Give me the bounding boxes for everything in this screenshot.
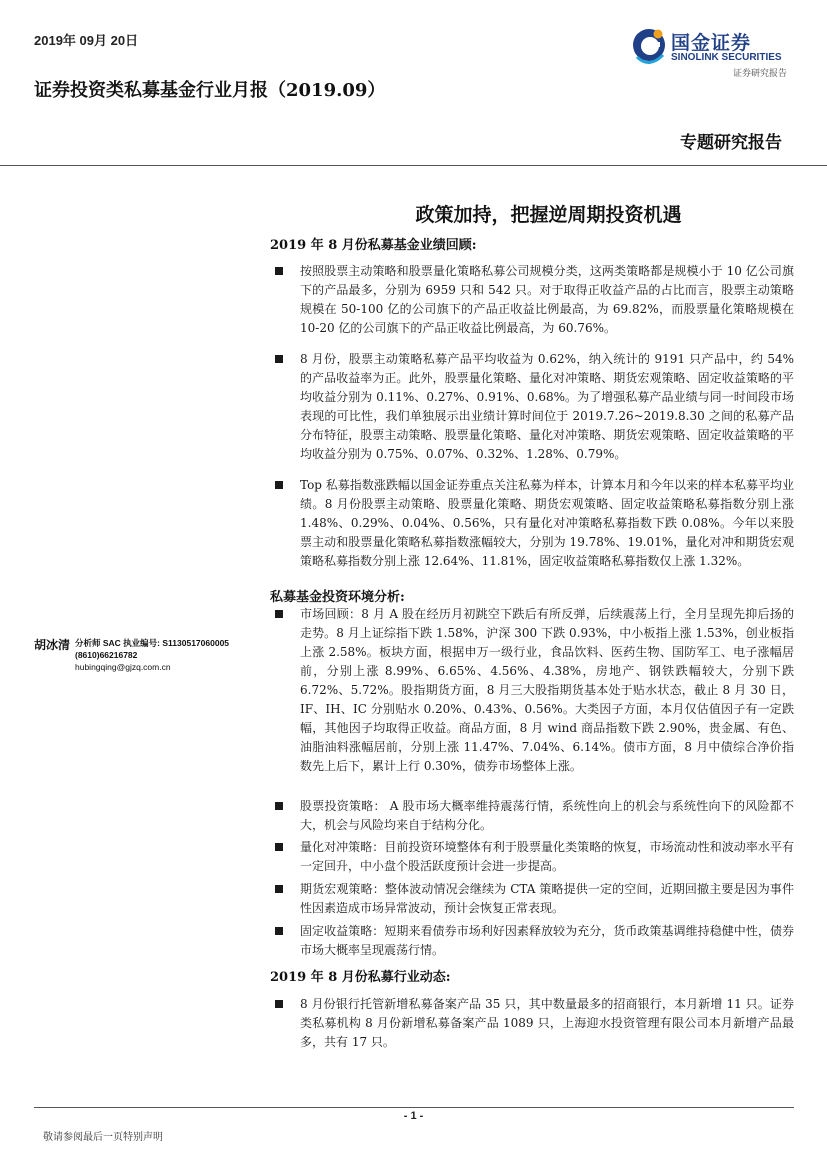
bullet-square-icon [275, 1000, 283, 1008]
author-email[interactable]: hubingqing@gjzq.com.cn [75, 662, 171, 672]
report-date: 2019年 09月 20日 [34, 33, 139, 48]
logo-chinese-name: 国金证券 [671, 32, 752, 54]
bullet-square-icon [275, 267, 283, 275]
bullet-square-icon [275, 481, 283, 489]
bullet-square-icon [275, 843, 283, 851]
bullet-text: 量化对冲策略：目前投资环境整体有利于股票量化类策略的恢复，市场流动性和波动率水平有一定回升，中小盘个股活跃度预计会进一步提高。 [300, 840, 794, 873]
report-category-label: 证券研究报告 [732, 69, 787, 79]
bullet-square-icon [275, 610, 283, 618]
section-heading-industry-news: 2019 年 8 月份私募行业动态: [270, 970, 451, 985]
bullet-text: 期货宏观策略：整体波动情况会继续为 CTA 策略提供一定的空间，近期回撤主要是因为事件性因素造成市场异常波动，预计会恢复正常表现。 [300, 882, 794, 915]
bullet-text: 市场回顾：8 月 A 股在经历月初跳空下跌后有所反弹，后续震荡上行，全月呈现先抑后扬的走势。8 月上证综指下跌 1.58%，沪深 300 下跌 0.93%，中小板指上涨 1.53%，创业板指上涨 2.58%。板块方面，根据申万一级行业，食品饮料、医药生物、国防军工、电子涨幅居前，分别上涨 8.99%、6.65%、4.56%、4.38%，房地产、钢铁跌幅较大，分别下跌 6.72%、5.72%。股指期货方面，8 月三大股指期货基本处于贴水状态，截止 8 月 30 日，IF、IH、IC 分别贴水 0.20%、0.43%、0.56%。大类因子方面，本月仅估值因子有一定跌幅，其他因子均取得正收益。商品方面，8 月 wind 商品指数下跌 2.90%，贵金属、有色、油脂油料涨幅居前，分别上涨 11.47%、7.04%、6.14%。债市方面，8 月中债综合净价指数先上后下，累计上行 0.30%，债券市场整体上涨。 [300, 607, 794, 773]
bullet-text: 固定收益策略：短期来看债券市场利好因素释放较为充分，货币政策基调维持稳健中性，债券市场大概率呈现震荡行情。 [300, 924, 794, 957]
list-item [275, 605, 794, 776]
bullet-text: 8 月份银行托管新增私募备案产品 35 只，其中数量最多的招商银行，本月新增 11 只。证券类私募机构 8 月份新增私募备案产品 1089 只，上海迎水投资管理有限公司本月新增产品最多，共有 17 只。 [300, 997, 794, 1049]
bullet-square-icon [275, 802, 283, 810]
bullet-text: 按照股票主动策略和股票量化策略私募公司规模分类，这两类策略都是规模小于 10 亿公司旗下的产品最多，分别为 6959 只和 542 只。对于取得正收益产品的占比而言，股票主动策略规模在 50-100 亿的公司旗下的产品正收益比例最高，为 69.82%，而股票量化策略规模在 10-20 亿的公司旗下的产品正收益比例最高，为 60.76%。 [300, 264, 794, 335]
header-divider [0, 165, 827, 166]
bullet-text: 8 月份，股票主动策略私募产品平均收益为 0.62%，纳入统计的 9191 只产品中，约 54%的产品收益率为正。此外，股票量化策略、量化对冲策略、期货宏观策略、固定收益策略的平均收益分别为 0.11%、0.27%、0.91%、0.68%。为了增强私募产品业绩与同一时间段市场表现的可比性，我们单独展示出业绩计算时间位于 2019.7.26~2019.8.30 之间的私募产品分布特征，股票主动策略、股票量化策略、量化对冲策略、期货宏观策略、固定收益策略的平均收益分别为 0.75%、0.07%、0.32%、1.28%、0.79%。 [300, 352, 794, 461]
list-item [275, 922, 794, 960]
author-sac-number: 分析师 SAC 执业编号: S1130517060005 [75, 638, 230, 648]
footer-divider [34, 1107, 794, 1108]
bullet-text: Top 私募指数涨跌幅以国金证券重点关注私募为样本，计算本月和今年以来的样本私募平均业绩。8 月份股票主动策略、股票量化策略、期货宏观策略、固定收益策略私募指数分别上涨 1.48%、0.29%、0.04%、0.56%，只有量化对冲策略私募指数下跌 0.08%。今年以来股票主动和股票量化策略私募指数涨幅较大，分别为 19.78%、19.01%，量化对冲和期货宏观策略私募指数分别上涨 12.64%、11.81%，固定收益策略私募指数仅上涨 1.32%。 [300, 478, 794, 568]
bullet-text: 股票投资策略： A 股市场大概率维持震荡行情，系统性向上的机会与系统性向下的风险都不大，机会与风险均来自于结构分化。 [300, 799, 794, 832]
list-item [275, 262, 794, 338]
list-item [275, 995, 794, 1052]
headline: 政策加持，把握逆周期投资机遇 [415, 204, 682, 226]
list-item [275, 797, 794, 835]
author-contact [75, 637, 229, 673]
bullet-square-icon [275, 885, 283, 893]
bullet-square-icon [275, 927, 283, 935]
list-item [275, 838, 794, 876]
page-number: - 1 - [403, 1110, 424, 1122]
sinolink-logo-icon [631, 27, 667, 67]
list-item [275, 476, 794, 571]
section-heading-performance: 2019 年 8 月份私募基金业绩回顾: [270, 238, 477, 253]
report-type: 专题研究报告 [680, 133, 782, 153]
report-title: 证券投资类私募基金行业月报（2019.09） [34, 80, 386, 101]
footer-disclaimer: 敬请参阅最后一页特别声明 [43, 1132, 163, 1143]
bullet-square-icon [275, 355, 283, 363]
list-item [275, 350, 794, 464]
list-item [275, 880, 794, 918]
section-heading-environment: 私募基金投资环境分析: [270, 590, 405, 605]
author-phone: (8610)66216782 [75, 650, 138, 660]
logo-english-name: SINOLINK SECURITIES [671, 52, 782, 63]
author-name: 胡冰清 [34, 638, 71, 652]
